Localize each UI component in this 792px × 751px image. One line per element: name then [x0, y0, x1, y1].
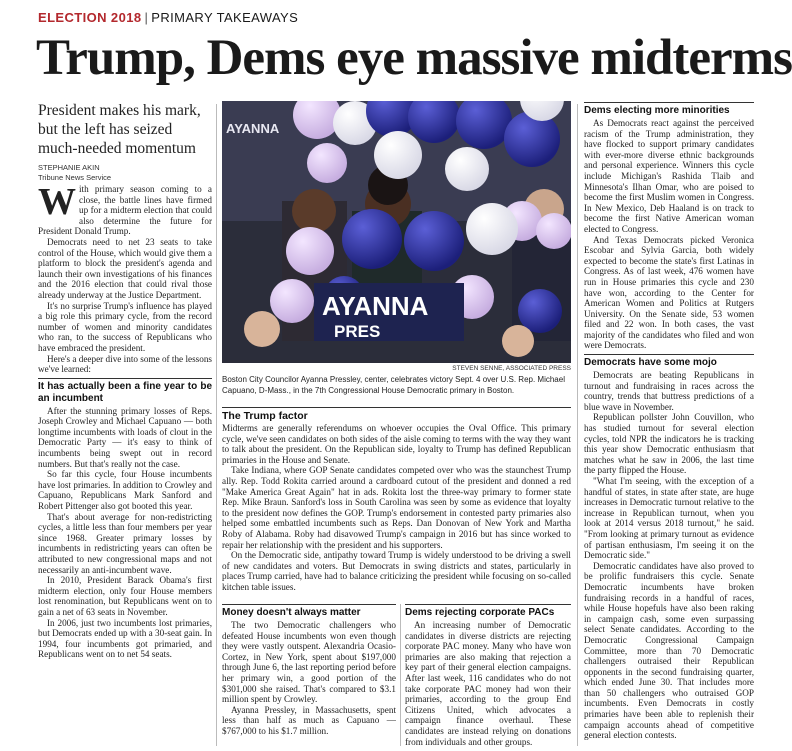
column-divider-3: [577, 104, 578, 746]
subhead-mojo: Democrats have some mojo: [584, 354, 754, 369]
subhead-minorities: Dems electing more minorities: [584, 102, 754, 117]
person-left-head: [292, 189, 336, 233]
kicker-label: PRIMARY TAKEAWAYS: [151, 10, 299, 25]
news-photo: [222, 101, 571, 363]
trump-p2: Take Indiana, where GOP Senate candidates competed over who was the staunchest Trump ally. Rep. Todd Rokita carried around a cardboard cutout of the president and donned a red "Make America Great Again" hat in ads. Rokita lost the three-way primary to former state Rep. Mike Braun. Sanford's loss in South Carolina was seen by some as evidence that loyalty to the president now defines the GOP. Trump's endorsement in contested party primaries also helped some embattled incumbents such as Reps. Dan Donovan of New York and Martha Roby of Alabama. Roby had disavowed Trump's campaign in 2016 but has since worked to repair her relationship with the president and his supporters.: [222, 465, 571, 550]
money-p2: Ayanna Pressley, in Massachusetts, spent less than half as much as Capuano — $767,000 to his $1.7 million.: [222, 704, 396, 736]
column-1: [38, 184, 212, 748]
byline-outlet: Tribune News Service: [38, 173, 112, 182]
col1-p2: Democrats need to net 23 seats to take control of the House, which would give them a platform to block the president's agenda and launch their own investigations of his finances and the 2016 election that could rival those already underway at the Justice Department.: [38, 236, 212, 300]
photo-caption: Boston City Councilor Ayanna Pressley, center, celebrates victory Sept. 4 over U.S. Rep. Michael Capuano, D-Mass., in the 7th Congressional House Democratic primary in Boston.: [222, 375, 565, 395]
minorities-p1: As Democrats react against the perceived racism of the Trump administration, they have flocked to support primary candidates with ever-more diverse ethnic backgrounds and personal experience. Winners this cycle include Michigan's Rashida Tlaib and Minnesota's Ilhan Omar, who are poised to become the first Muslim women in Congress. In New Mexico, Deb Haaland is on track to become the first Native American woman elected to Congress.: [584, 118, 754, 234]
subhead-trump-factor: The Trump factor: [222, 407, 571, 422]
mojo-p4: Democratic candidates have also proved to be prolific fundraisers this cycle. Senate Democratic incumbents have broken fundraising records in a handful of races, while House hopefuls have also been raking in campaign cash, some even surpassing select Senate candidates. According to the Democratic Congressional Campaign Committee, more than 70 Democratic challengers outraised their Republican opponents in the second fundraising quarter, which ended June 30. That includes more than 50 challengers who outraised GOP incumbents. Even Democrats in costly primaries have been able to replenish their campaign accounts ahead of competitive general election contests.: [584, 560, 754, 741]
col1-p7: That's about average for non-redistricting cycles, a little less than four members per year since 1968. Greater primary losses by incumbents in redistricting years can often be attributed to new congressional maps and not necessarily an anti-incumbent wave.: [38, 511, 212, 575]
trump-p1: Midterms are generally referendums on whoever occupies the Oval Office. This primary cycle, we've seen candidates on both sides of the aisle coming to terms with the way they want to talk about the president. On the Republican side, loyalty to Trump has defined Republican primaries in the House and Senate.: [222, 423, 571, 465]
col1-p9: In 2006, just two incumbents lost primaries, but Democrats ended up with a 30-seat gain. In 1994, four incumbents got primaried, and Republicans went on to net 54 seats.: [38, 617, 212, 660]
photo-credit: STEVEN SENNE, ASSOCIATED PRESS: [452, 365, 571, 372]
sign-text: AYANNA: [322, 291, 429, 321]
byline-author: STEPHANIE AKIN: [38, 163, 100, 172]
byline: [38, 163, 111, 183]
column-divider: [216, 104, 217, 746]
col1-p3: It's no surprise Trump's influence has played a big role this primary cycle, from the record number of women and minority candidates who ran, to the success of Republicans who have embraced the president.: [38, 300, 212, 353]
pacs-section: [405, 601, 571, 748]
subhead-money: Money doesn't always matter: [222, 604, 396, 619]
mojo-p1: Democrats are beating Republicans in turnout and fundraising in races across the country, trends that buttress predictions of a blue wave in November.: [584, 370, 754, 412]
trump-p3: On the Democratic side, antipathy toward Trump is widely understood to be driving a swell of new candidates and voters. But Democrats in swing districts and states, particularly in places Trump carried, have had to balance criticizing the president while focusing on so-called kitchen table issues.: [222, 550, 571, 592]
section-kicker: [38, 10, 298, 25]
subhead-pacs: Dems rejecting corporate PACs: [405, 604, 571, 619]
deck: [38, 101, 210, 158]
headline: Trump, Dems eye massive midterms: [36, 30, 792, 86]
drop-cap: W: [38, 184, 76, 223]
subhead-incumbent: It has actually been a fine year to be an incumbent: [38, 378, 212, 405]
col1-p5: After the stunning primary losses of Reps. Joseph Crowley and Michael Capuano — both longtime incumbents with loads of clout in the Democratic Party — it's easy to think of incumbents being swept out in record numbers. But that's really not the case.: [38, 405, 212, 469]
col1-p1: ith primary season coming to a close, the battle lines have firmed up for a midterm election that could also determine the future for President Donald Trump.: [38, 184, 212, 237]
kicker-section: ELECTION 2018: [38, 10, 142, 25]
trump-factor-section: [222, 404, 571, 598]
column-right: [584, 99, 754, 748]
deck-line-1: President makes his mark,: [38, 102, 201, 119]
minorities-p2: And Texas Democrats picked Veronica Escobar and Sylvia Garcia, both widely expected to become the state's first Latinas in Congress. As of last week, 476 women have run in House primaries this cycle and 230 have won, according to the Center for American Women and Politics at Rutgers University. On the Senate side, 53 women filed and 22 won. In both cases, the vast majority of the candidates who filed and won were Democrats.: [584, 234, 754, 351]
kicker-separator: |: [144, 10, 149, 25]
sign-text-2: PRES: [334, 322, 381, 341]
mojo-p2: Republican pollster John Couvillon, who has studied turnout for several election cycles, told NPR the indicators he is tracking this year show Democratic enthusiasm that matches what he saw in 2006, the last time the party flipped the House.: [584, 412, 754, 476]
photo-illustration: [222, 101, 571, 363]
deck-line-2: but the left has seized: [38, 121, 173, 138]
money-section: [222, 601, 396, 748]
col1-p8: In 2010, President Barack Obama's first midterm election, only four House members lost renomination, but Republicans went on to gain a net of 63 seats in November.: [38, 575, 212, 617]
column-divider-2: [400, 604, 401, 746]
pacs-p1: An increasing number of Democratic candidates in diverse districts are rejecting corporate PAC money. Many who have won primaries are also making that rejection a key part of their general election campaigns. After last week, 116 candidates who do not take corporate PAC money had won their primaries, according to the group End Citizens United, which advocates a campaign finance overhaul. These candidates are instead relying on donations from individuals and other groups.: [405, 620, 571, 747]
money-p1: The two Democratic challengers who defeated House incumbents won even though they were vastly outspent. Alexandria Ocasio-Cortez, in New York, spent about $197,000 through June 6, the last reporting period before her primary win, a good portion of the $301,000 she raised. That's compared to $3.1 million spent by Crowley.: [222, 620, 396, 705]
deck-line-3: much-needed momentum: [38, 140, 196, 157]
mojo-p3: "What I'm seeing, with the exception of a handful of states, in state after state, are huge increases in Democratic turnout relative to the increase in Republican turnout, when you look at 2014 versus 2018 turnout," he said. "From looking at primary turnout as evidence of partisan enthusiasm, I'm seeing it on the Democratic side.": [584, 476, 754, 561]
banner-text: AYANNA: [226, 121, 280, 136]
col1-p4: Here's a deeper dive into some of the lessons we've learned:: [38, 353, 212, 375]
col1-p6: So far this cycle, four House incumbents have lost primaries. In addition to Crowley and Capuano, Republicans Mark Sanford and Robert Pittenger also got booted this year.: [38, 469, 212, 512]
